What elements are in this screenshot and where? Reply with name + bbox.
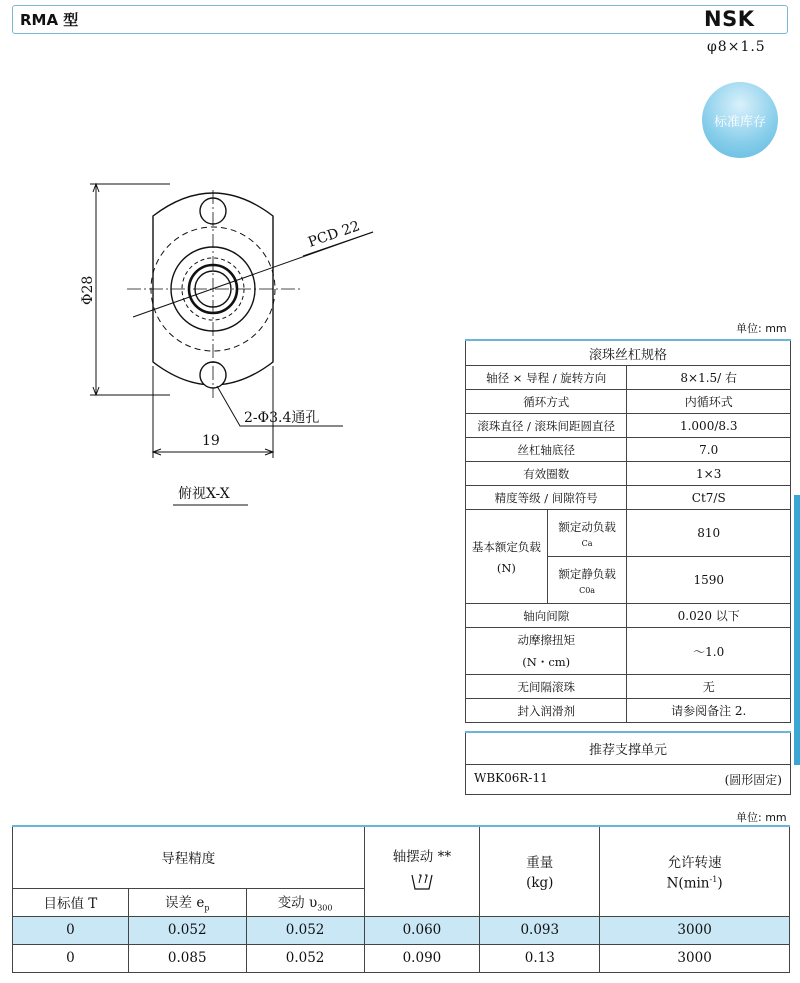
spec-label: 轴径 × 导程 / 旋转方向 bbox=[466, 366, 627, 390]
speed-unit-close: ) bbox=[717, 875, 723, 892]
accuracy-table bbox=[12, 825, 790, 973]
speed-header bbox=[600, 826, 790, 916]
spec-label: 丝杠轴底径 bbox=[466, 438, 627, 462]
dynamic-load-symbol: Ca bbox=[581, 538, 593, 548]
spec-label: 无间隔滚珠 bbox=[466, 675, 627, 699]
cell-target: 0 bbox=[13, 944, 129, 972]
hole-label: 2-Φ3.4通孔 bbox=[244, 410, 320, 426]
cell-speed: 3000 bbox=[600, 944, 790, 972]
variation-header bbox=[246, 888, 364, 916]
support-note: (圆形固定) bbox=[724, 772, 782, 787]
runout-icon bbox=[407, 871, 437, 893]
model-name: RMA 型 bbox=[20, 11, 79, 29]
variation-label: 变动 υ bbox=[277, 895, 318, 912]
torque-value: ～1.0 bbox=[627, 628, 791, 675]
header-bar bbox=[12, 5, 788, 34]
cell-variation: 0.052 bbox=[246, 944, 364, 972]
pcd-label: PCD 22 bbox=[306, 218, 363, 251]
weight-header bbox=[480, 826, 600, 916]
bottom-unit: 单位: mm bbox=[736, 811, 787, 824]
torque-unit: (N・cm) bbox=[522, 655, 571, 669]
support-row bbox=[466, 764, 791, 794]
spec-value: 内循环式 bbox=[627, 390, 791, 414]
cell-runout: 0.090 bbox=[364, 944, 480, 972]
torque-label: 动摩擦扭矩 bbox=[517, 633, 575, 647]
error-label: 误差 e bbox=[165, 895, 205, 912]
spec-value: 1.000/8.3 bbox=[627, 414, 791, 438]
dynamic-load-cell bbox=[547, 510, 627, 557]
spec-value: 请参阅备注 2. bbox=[627, 699, 791, 723]
lead-accuracy-header: 导程精度 bbox=[13, 826, 365, 888]
size-label: φ8×1.5 bbox=[707, 39, 766, 55]
torque-cell bbox=[466, 628, 627, 675]
load-group-label: 基本额定负载 bbox=[471, 539, 541, 554]
cell-error: 0.052 bbox=[128, 916, 246, 944]
spec-value: 8×1.5/ 右 bbox=[627, 366, 791, 390]
error-sub: p bbox=[204, 903, 210, 913]
target-header: 目标值 T bbox=[13, 888, 129, 916]
speed-unit: N(min bbox=[666, 875, 710, 892]
table-row bbox=[13, 916, 790, 944]
support-table bbox=[465, 731, 791, 795]
cell-weight: 0.093 bbox=[480, 916, 600, 944]
view-label: 俯视X-X bbox=[178, 486, 230, 502]
table-row bbox=[13, 944, 790, 972]
cell-runout: 0.060 bbox=[364, 916, 480, 944]
weight-label: 重量 bbox=[526, 855, 554, 872]
error-header bbox=[128, 888, 246, 916]
support-model: WBK06R-11 bbox=[474, 770, 548, 785]
nut-drawing bbox=[60, 170, 400, 520]
spec-value: 7.0 bbox=[627, 438, 791, 462]
spec-label: 滚珠直径 / 滚珠间距圆直径 bbox=[466, 414, 627, 438]
load-group-unit: (N) bbox=[496, 560, 516, 575]
runout-header bbox=[364, 826, 480, 916]
speed-exponent: -1 bbox=[709, 875, 718, 884]
cell-speed: 3000 bbox=[600, 916, 790, 944]
static-load-cell bbox=[547, 557, 627, 604]
spec-label: 精度等级 / 间隙符号 bbox=[466, 486, 627, 510]
spec-label: 轴向间隙 bbox=[466, 604, 627, 628]
cell-variation: 0.052 bbox=[246, 916, 364, 944]
spec-label: 封入润滑剂 bbox=[466, 699, 627, 723]
speed-label: 允许转速 bbox=[667, 855, 722, 871]
static-load-label: 额定静负载 bbox=[558, 566, 616, 581]
spec-unit: 单位: mm bbox=[736, 322, 787, 335]
side-tab bbox=[794, 495, 800, 765]
spec-value: 无 bbox=[627, 675, 791, 699]
speed-unit-line bbox=[600, 875, 789, 892]
variation-sub: 300 bbox=[317, 903, 333, 913]
spec-label: 循环方式 bbox=[466, 390, 627, 414]
width-label: 19 bbox=[202, 433, 220, 449]
stock-badge bbox=[702, 82, 778, 158]
stock-badge-label: 标准库存 bbox=[713, 114, 766, 130]
cell-target: 0 bbox=[13, 916, 129, 944]
weight-unit: (kg) bbox=[526, 875, 554, 892]
load-group-cell bbox=[466, 510, 548, 604]
nsk-logo: NSK bbox=[704, 7, 755, 31]
spec-value: 1×3 bbox=[627, 462, 791, 486]
runout-label: 轴摆动 ** bbox=[392, 849, 452, 866]
diameter-label: Φ28 bbox=[80, 275, 96, 305]
spec-label: 有效圈数 bbox=[466, 462, 627, 486]
support-title: 推荐支撑单元 bbox=[466, 732, 791, 764]
spec-table bbox=[465, 339, 791, 723]
spec-title: 滚珠丝杠规格 bbox=[466, 340, 791, 366]
cell-error: 0.085 bbox=[128, 944, 246, 972]
static-load-symbol: C0a bbox=[579, 585, 596, 595]
dynamic-load-label: 额定动负载 bbox=[558, 519, 616, 534]
cell-weight: 0.13 bbox=[480, 944, 600, 972]
static-load-value: 1590 bbox=[627, 557, 791, 604]
spec-value: Ct7/S bbox=[627, 486, 791, 510]
spec-value: 0.020 以下 bbox=[627, 604, 791, 628]
diameter-dimension bbox=[90, 184, 170, 395]
dynamic-load-value: 810 bbox=[627, 510, 791, 557]
